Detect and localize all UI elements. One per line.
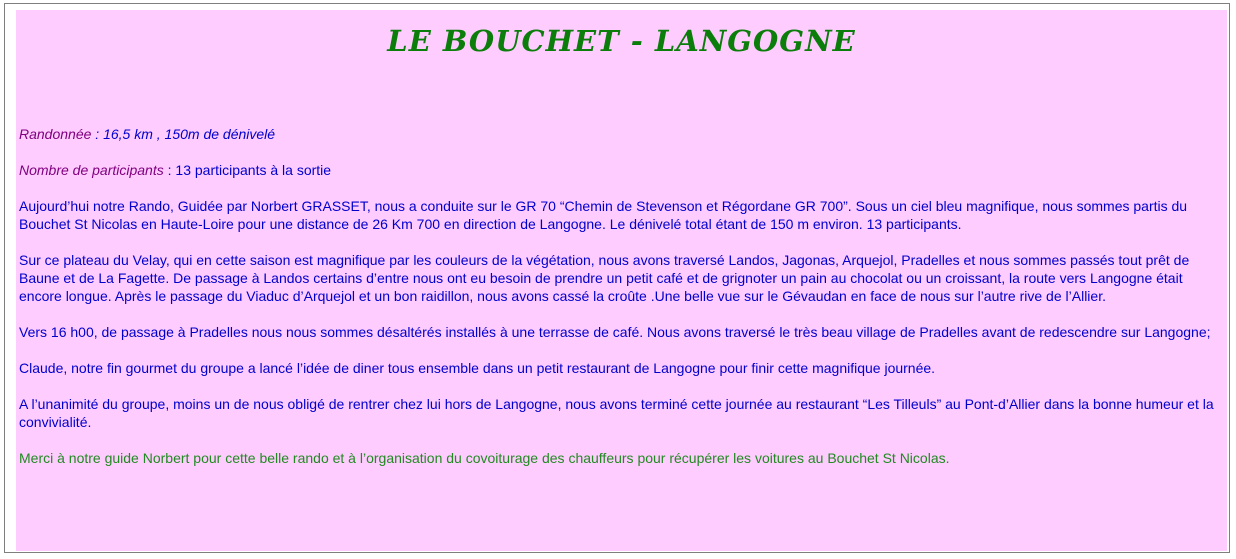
participants-value: : 13 participants à la sortie xyxy=(163,162,332,178)
content-panel xyxy=(16,10,1227,551)
paragraph-thanks: Merci à notre guide Norbert pour cette belle rando et à l’organisation du covoiturage des chauffeurs pour récupérer les voitures au Bouchet St Nicolas. xyxy=(19,450,950,466)
rando-label: Randonnée xyxy=(19,126,92,142)
rando-line xyxy=(19,125,1224,143)
paragraph-restaurant: A l’unanimité du groupe, moins un de nous obligé de rentrer chez lui hors de Langogne, nous avons terminé cette journée au restaurant “Les Tilleuls” au Pont-d’Allier dans la bonne humeur et la convivialité. xyxy=(19,396,1214,430)
article-body xyxy=(19,125,1224,485)
paragraph-intro: Aujourd’hui notre Rando, Guidée par Norbert GRASSET, nous a conduite sur le GR 70 “Chemin de Stevenson et Régordane GR 700”. Sous un ciel bleu magnifique, nous sommes partis du Bouchet St Nicolas en Haute-Loire pour une distance de 26 Km 700 en direction de Langogne. Le dénivelé total étant de 150 m environ. 13 participants. xyxy=(19,198,1188,232)
participants-label: Nombre de participants xyxy=(19,162,164,178)
paragraph-claude: Claude, notre fin gourmet du groupe a lancé l’idée de diner tous ensemble dans un petit restaurant de Langogne pour finir cette magnifique journée. xyxy=(19,360,936,376)
page-frame xyxy=(4,3,1230,553)
page-title: LE BOUCHET - LANGOGNE xyxy=(387,24,856,58)
rando-value: : 16,5 km , 150m de dénivelé xyxy=(91,126,276,142)
paragraph-pradelles: Vers 16 h00, de passage à Pradelles nous nous sommes désaltérés installés à une terrasse de café. Nous avons traversé le très beau village de Pradelles avant de redescendre sur Langogne; xyxy=(19,324,1211,340)
paragraph-velay: Sur ce plateau du Velay, qui en cette saison est magnifique par les couleurs de la végétation, nous avons traversé Landos, Jagonas, Arquejol, Pradelles et nous sommes passés tout prêt de Baune et de La Fagette. De passage à Landos certains d’entre nous ont eu besoin de prendre un petit café et de grignoter un pain au chocolat ou un croissant, la route vers Langogne était encore longue. Après le passage du Viaduc d’Arquejol et un bon raidillon, nous avons cassé la croûte .Une belle vue sur le Gévaudan en face de nous sur l’autre rive de l’Allier. xyxy=(19,252,1190,304)
participants-line xyxy=(19,161,1224,179)
